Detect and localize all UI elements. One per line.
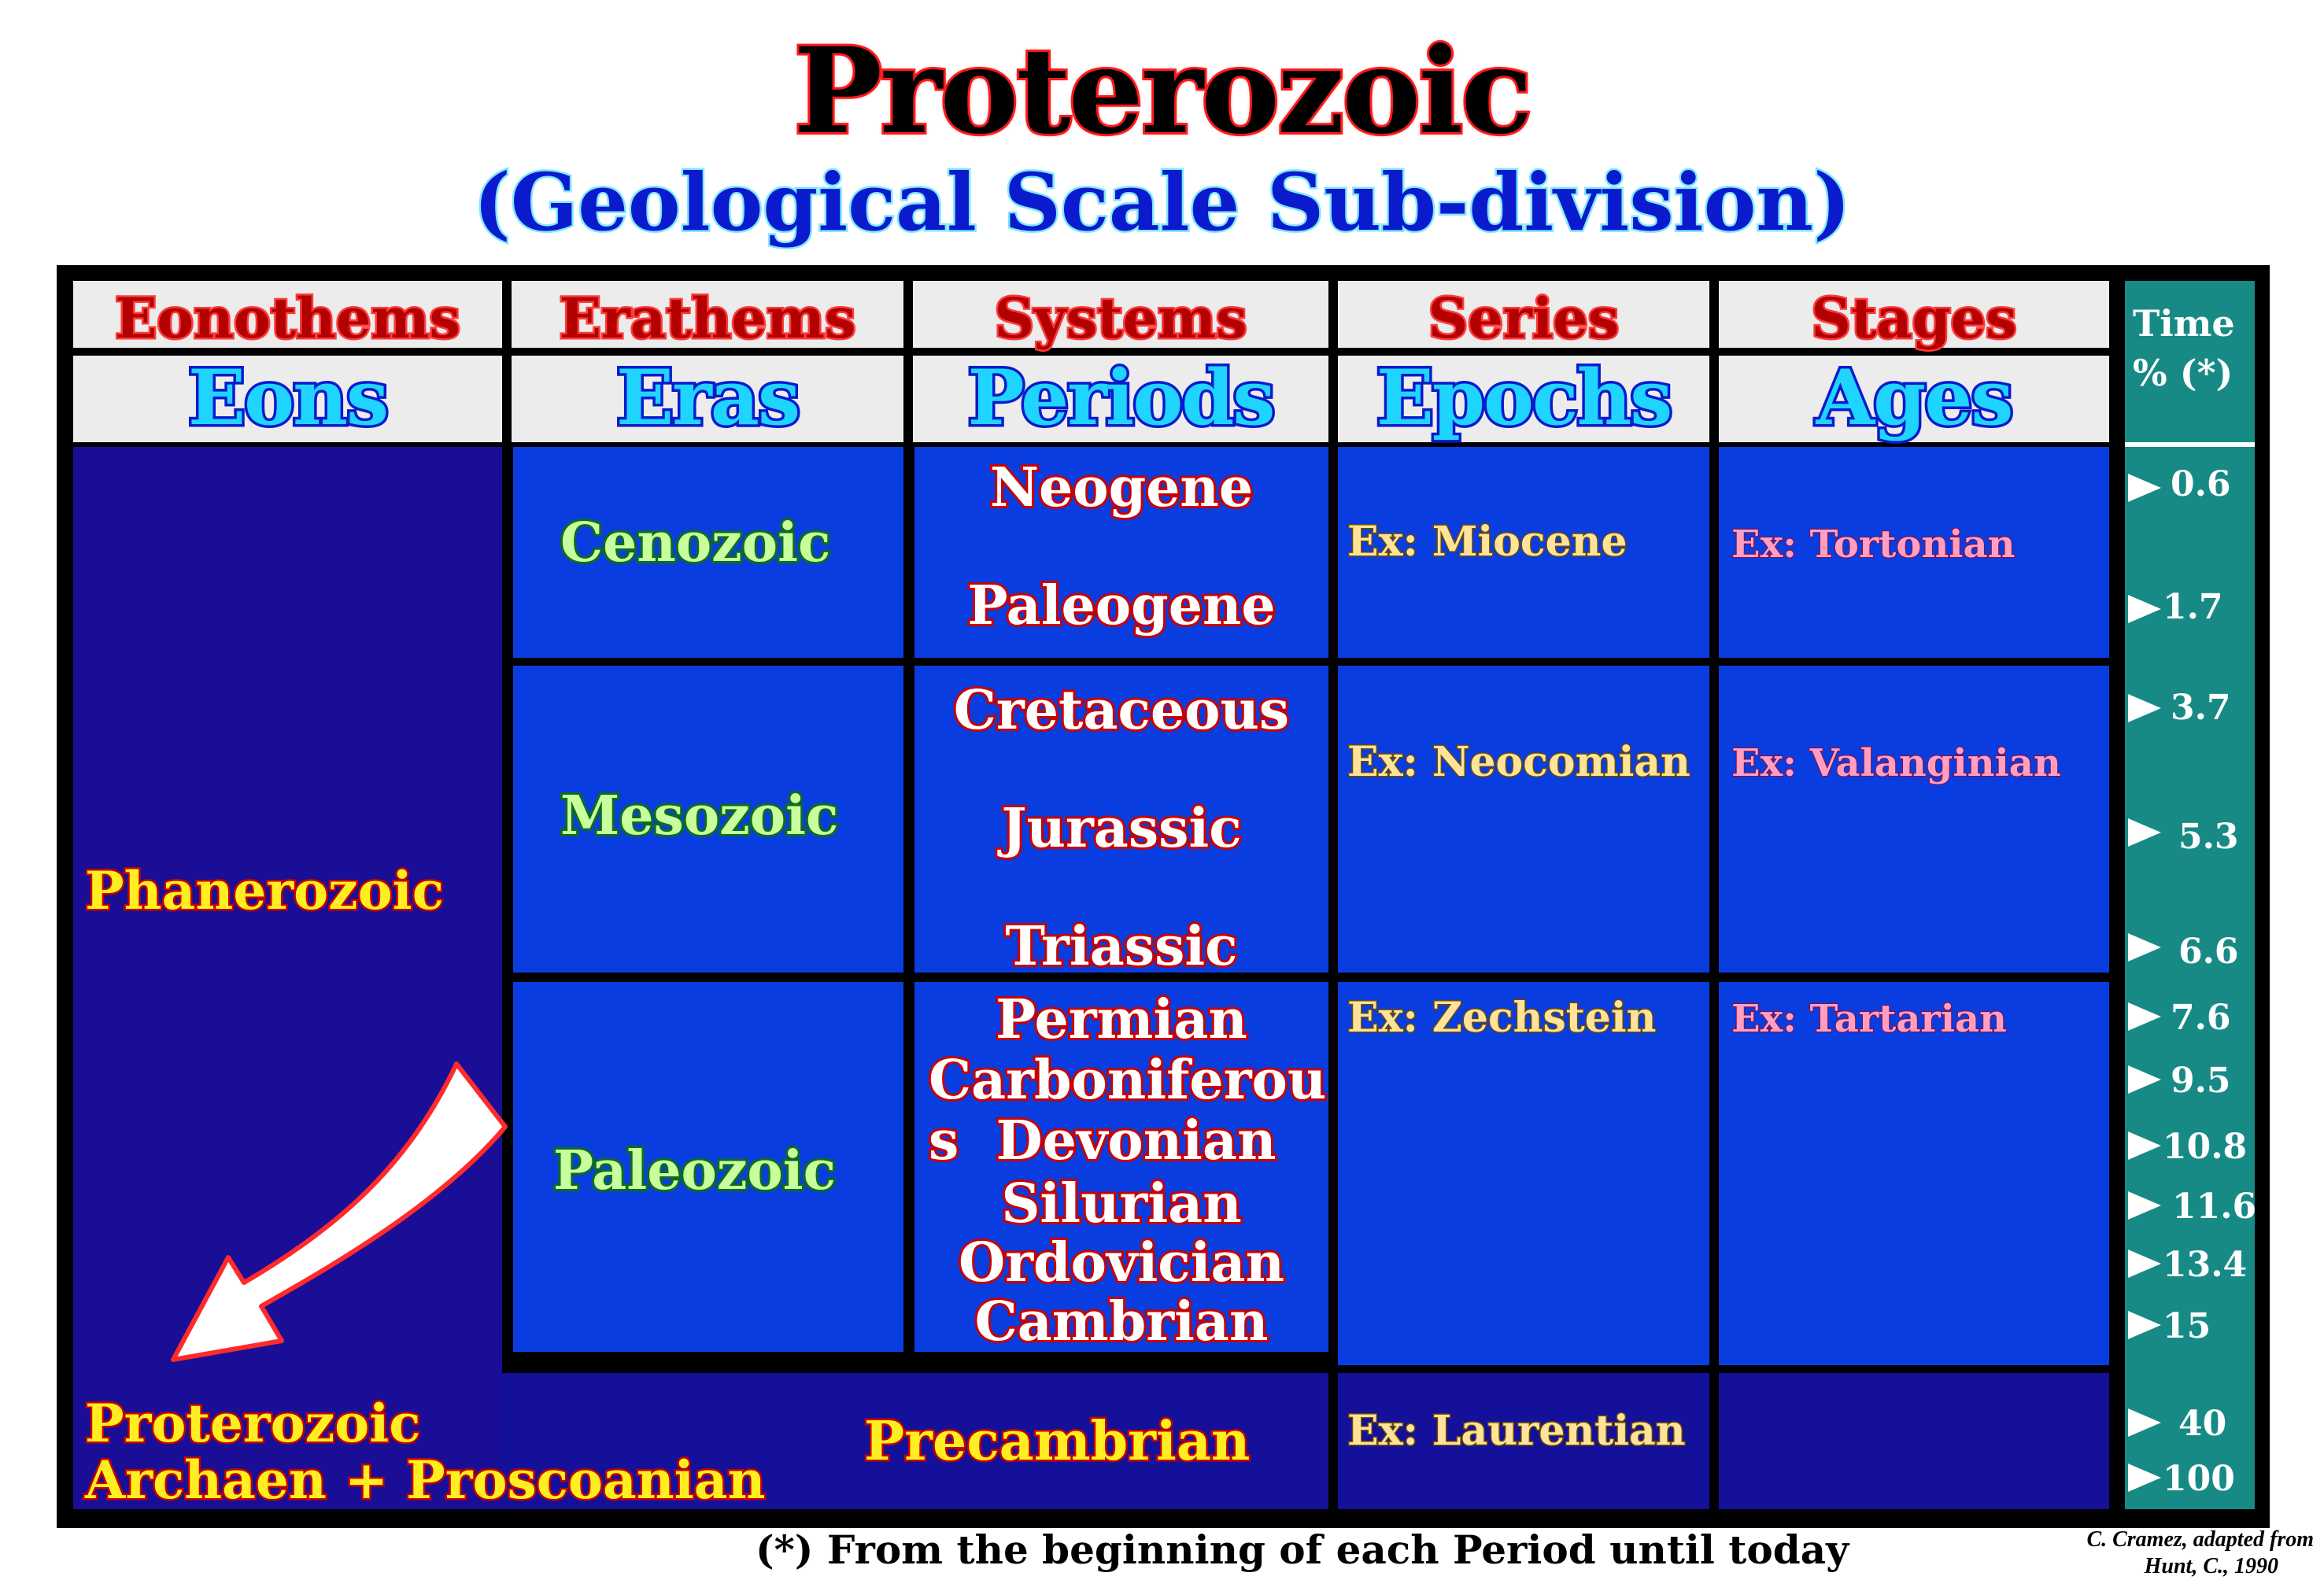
page-title: Proterozoic [793, 22, 1531, 161]
credit-line2: Hunt, C., 1990 [2144, 1554, 2278, 1578]
era-mesozoic: Mesozoic [560, 784, 839, 847]
credit-line1: C. Cramez, adapted from [2086, 1527, 2314, 1552]
time-value: 6.6 [2178, 932, 2239, 972]
footnote: (*) From the beginning of each Period until today [756, 1526, 1849, 1573]
header-label-stages: Stages [1811, 286, 2017, 351]
header-label-eonothems: Eonothems [115, 286, 460, 351]
era-paleozoic: Paleozoic [553, 1139, 837, 1202]
time-value: 11.6 [2172, 1187, 2257, 1227]
age-tartarian: Ex: Tartarian [1731, 997, 2007, 1041]
header-label-eons: Eons [187, 353, 388, 442]
epoch-neocomian: Ex: Neocomian [1347, 738, 1690, 786]
header-label-ages: Ages [1816, 353, 2012, 442]
eon-archaen-proscoanian: Archaen + Proscoanian [85, 1449, 766, 1511]
header-label-series: Series [1428, 286, 1620, 351]
time-value: 10.8 [2163, 1127, 2248, 1167]
period-permian: Permian [996, 988, 1247, 1051]
eon-phanerozoic: Phanerozoic [85, 860, 444, 921]
period-carboniferous: Carboniferou [929, 1049, 1327, 1112]
time-value: 13.4 [2163, 1245, 2248, 1285]
age-valanginian: Ex: Valanginian [1731, 741, 2061, 785]
time-value: 3.7 [2171, 688, 2231, 728]
epoch-laurentian: Ex: Laurentian [1347, 1407, 1686, 1455]
epoch-miocene: Ex: Miocene [1347, 518, 1628, 566]
period-cambrian: Cambrian [974, 1290, 1269, 1353]
period-neogene: Neogene [989, 456, 1254, 519]
time-value: 5.3 [2178, 817, 2239, 857]
time-value: 7.6 [2171, 998, 2231, 1038]
header-label-eras: Eras [616, 353, 799, 442]
time-value: 15 [2163, 1306, 2211, 1346]
period-cretaceous: Cretaceous [953, 679, 1290, 742]
time-value: 0.6 [2171, 464, 2231, 504]
time-value: 1.7 [2163, 587, 2223, 627]
header-label-erathems: Erathems [559, 286, 856, 351]
period-silurian: Silurian [1001, 1172, 1242, 1235]
epoch-zechstein: Ex: Zechstein [1347, 994, 1657, 1042]
period-ordovician: Ordovician [958, 1231, 1285, 1294]
page-subtitle: (Geological Scale Sub-division) [473, 156, 1851, 249]
period-triassic: Triassic [1005, 915, 1238, 978]
header-label-epochs: Epochs [1376, 353, 1672, 442]
time-header-line2: % (*) [2133, 352, 2233, 394]
header-label-periods: Periods [967, 353, 1274, 442]
era-cenozoic: Cenozoic [560, 511, 831, 574]
era-precambrian: Precambrian [864, 1410, 1251, 1473]
period-jurassic: Jurassic [1001, 797, 1242, 860]
time-value: 9.5 [2171, 1061, 2231, 1101]
time-header-line1: Time [2133, 302, 2235, 345]
time-value: 40 [2178, 1404, 2227, 1444]
time-value: 100 [2163, 1459, 2235, 1499]
period-devonian: s Devonian [929, 1109, 1277, 1172]
header-label-systems: Systems [994, 286, 1247, 351]
age-tortonian: Ex: Tortonian [1731, 522, 2015, 567]
eon-proterozoic: Proterozoic [85, 1393, 421, 1454]
period-paleogene: Paleogene [967, 574, 1276, 637]
